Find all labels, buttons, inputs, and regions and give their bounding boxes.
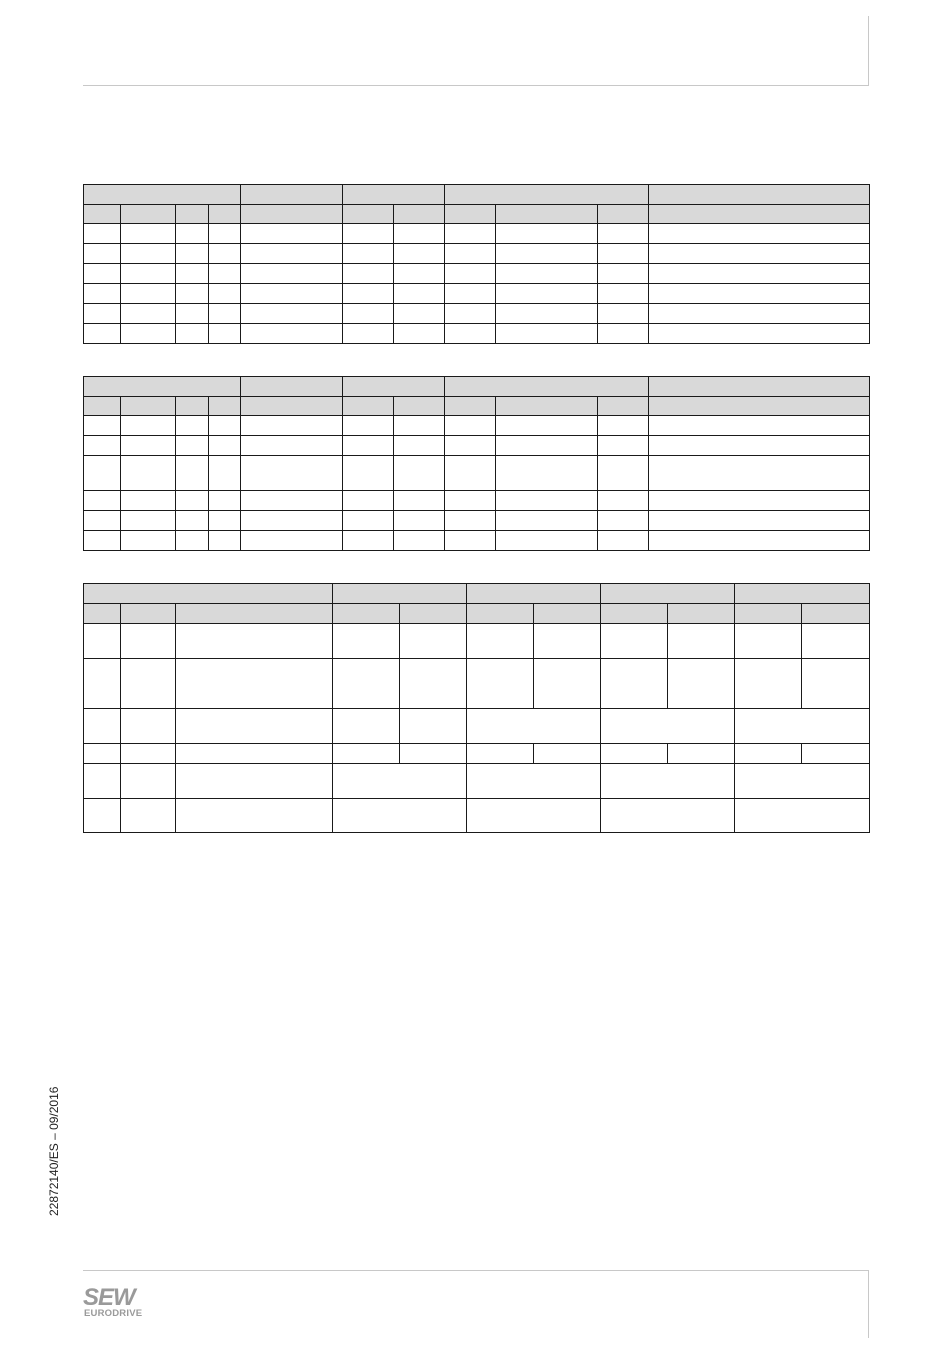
table-row xyxy=(84,744,870,764)
table-row xyxy=(84,244,870,264)
table-row xyxy=(84,284,870,304)
table-row xyxy=(84,304,870,324)
table-row xyxy=(84,224,870,244)
sew-eurodrive-logo xyxy=(83,1284,163,1320)
document-id: 22872140/ES – 09/2016 xyxy=(47,1086,61,1216)
table-row xyxy=(84,709,870,744)
table-column-header-row xyxy=(84,205,870,224)
table-row xyxy=(84,511,870,531)
footer-rule xyxy=(83,1270,869,1271)
table-row xyxy=(84,416,870,436)
table-row xyxy=(84,491,870,511)
table-column-header-row xyxy=(84,604,870,624)
table-group-header-row xyxy=(84,377,870,397)
table-row xyxy=(84,624,870,659)
svg-text:SEW: SEW xyxy=(83,1284,135,1311)
table-row xyxy=(84,324,870,344)
table-column-header-row xyxy=(84,397,870,416)
header-rule xyxy=(83,85,869,86)
header-side-rule xyxy=(868,16,869,86)
svg-text:EURODRIVE: EURODRIVE xyxy=(84,1308,143,1319)
table-row xyxy=(84,436,870,456)
table-row xyxy=(84,764,870,799)
data-table-1 xyxy=(83,184,870,344)
table-group-header-row xyxy=(84,584,870,604)
table-row xyxy=(84,659,870,709)
table-group-header-row xyxy=(84,185,870,205)
table-row xyxy=(84,264,870,284)
table-row xyxy=(84,456,870,491)
data-table-3 xyxy=(83,583,870,833)
data-table-2 xyxy=(83,376,870,551)
footer-side-rule xyxy=(868,1270,869,1338)
table-row xyxy=(84,531,870,551)
table-row xyxy=(84,799,870,833)
